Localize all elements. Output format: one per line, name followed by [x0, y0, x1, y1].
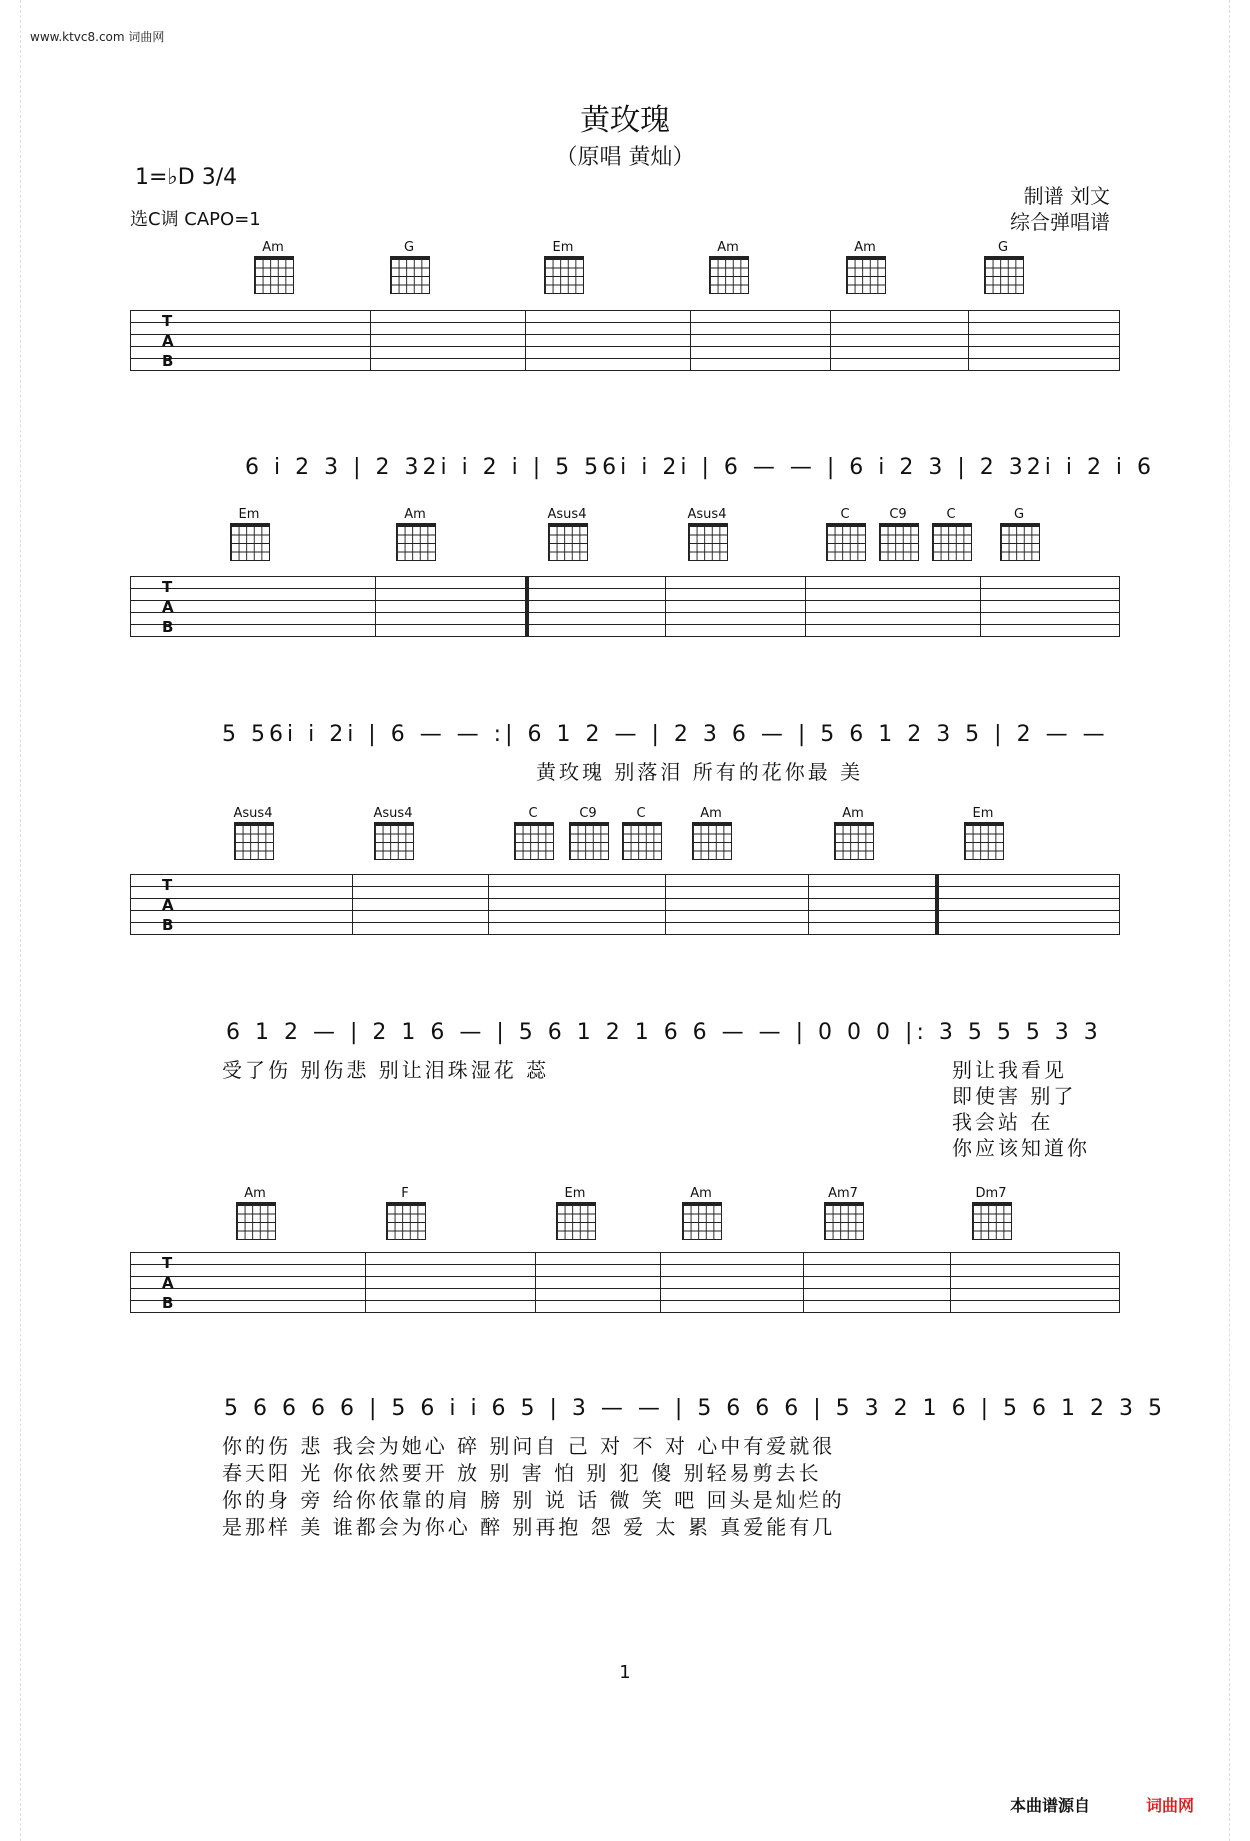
lyric-line: 你的身 旁 给你依靠的肩 膀 别 说 话 微 笑 吧 回头是灿烂的 — [222, 1488, 845, 1512]
lyric-line: 受了伤 别伤悲 别让泪珠湿花 蕊 — [222, 1058, 550, 1082]
chord-diagram: Em — [552, 1186, 598, 1240]
page-number: 1 — [619, 1662, 631, 1683]
jianpu-line: 6 i 2 3 | 2 32i i 2 i | 5 56i i 2i | 6 — — | 6 i 2 3 | 2 32i i 2 i 6 — [245, 455, 1156, 480]
chord-diagram: C — [822, 507, 868, 561]
chord-diagram: Am — [678, 1186, 724, 1240]
chord-diagram: Dm7 — [968, 1186, 1014, 1240]
verse-line: 别让我看见 — [952, 1058, 1067, 1082]
left-dashed-border — [20, 0, 21, 1841]
chord-diagram: C — [510, 806, 556, 860]
tab-staff: T A B — [130, 576, 1120, 640]
chord-diagram: Am — [392, 507, 438, 561]
key-signature: 1=♭D 3/4 — [135, 165, 238, 190]
site-url: www.ktvc8.com 词曲网 — [30, 30, 165, 44]
chord-diagram: F — [382, 1186, 428, 1240]
chord-diagram: Am — [250, 240, 296, 294]
chord-diagram: Em — [226, 507, 272, 561]
tab-staff: T A B — [130, 310, 1120, 374]
footer-label: 本曲谱源自 — [1010, 1796, 1091, 1815]
lyric-line: 是那样 美 谁都会为你心 醉 别再抱 怨 爱 太 累 真爱能有几 — [222, 1515, 836, 1539]
lyric-line: 你的伤 悲 我会为她心 碎 别问自 己 对 不 对 心中有爱就很 — [222, 1434, 836, 1458]
verse-line: 你应该知道你 — [952, 1136, 1090, 1160]
credit-type: 综合弹唱谱 — [1010, 210, 1110, 234]
song-title: 黄玫瑰 — [580, 103, 670, 138]
chord-diagram: Em — [540, 240, 586, 294]
footer-site-link[interactable]: 词曲网 — [1146, 1796, 1195, 1815]
chord-diagram: G — [386, 240, 432, 294]
tab-staff: T A B — [130, 874, 1120, 938]
jianpu-line: 5 56i i 2i | 6 — — :| 6 1 2 — | 2 3 6 — | 5 6 1 2 3 5 | 2 — — — [222, 722, 1109, 747]
chord-diagram: C — [618, 806, 664, 860]
verse-line: 我会站 在 — [952, 1110, 1054, 1134]
chord-diagram: Am — [688, 806, 734, 860]
tab-staff: T A B — [130, 1252, 1120, 1316]
chord-diagram: Asus4 — [370, 806, 416, 860]
chord-diagram: G — [996, 507, 1042, 561]
capo-info: 选C调 CAPO=1 — [130, 209, 261, 230]
credit-arranger: 制谱 刘文 — [1023, 184, 1110, 208]
chord-diagram: Am — [705, 240, 751, 294]
chord-diagram: Am — [830, 806, 876, 860]
chord-diagram: Am — [232, 1186, 278, 1240]
jianpu-line: 5 6 6 6 6 | 5 6 i i 6 5 | 3 — — | 5 6 6 6 | 5 3 2 1 6 | 5 6 1 2 3 5 — [224, 1396, 1166, 1421]
chord-diagram: G — [980, 240, 1026, 294]
lyric-line: 黄玫瑰 别落泪 所有的花你最 美 — [536, 760, 864, 784]
lyric-line: 春天阳 光 你依然要开 放 别 害 怕 别 犯 傻 别轻易剪去长 — [222, 1461, 822, 1485]
footer-source — [1010, 1793, 1194, 1816]
chord-diagram: C9 — [565, 806, 611, 860]
chord-diagram: Asus4 — [684, 507, 730, 561]
right-dashed-border — [1229, 0, 1230, 1841]
chord-diagram: Asus4 — [230, 806, 276, 860]
verse-line: 即使害 别了 — [952, 1084, 1077, 1108]
chord-diagram: C — [928, 507, 974, 561]
chord-diagram: Em — [960, 806, 1006, 860]
chord-diagram: Am7 — [820, 1186, 866, 1240]
original-singer: （原唱 黄灿） — [555, 145, 695, 170]
jianpu-line: 6 1 2 — | 2 1 6 — | 5 6 1 2 1 6 6 — — | 0 0 0 |: 3 5 5 5 3 3 — [226, 1020, 1102, 1045]
chord-diagram: Am — [842, 240, 888, 294]
chord-diagram: Asus4 — [544, 507, 590, 561]
chord-diagram: C9 — [875, 507, 921, 561]
